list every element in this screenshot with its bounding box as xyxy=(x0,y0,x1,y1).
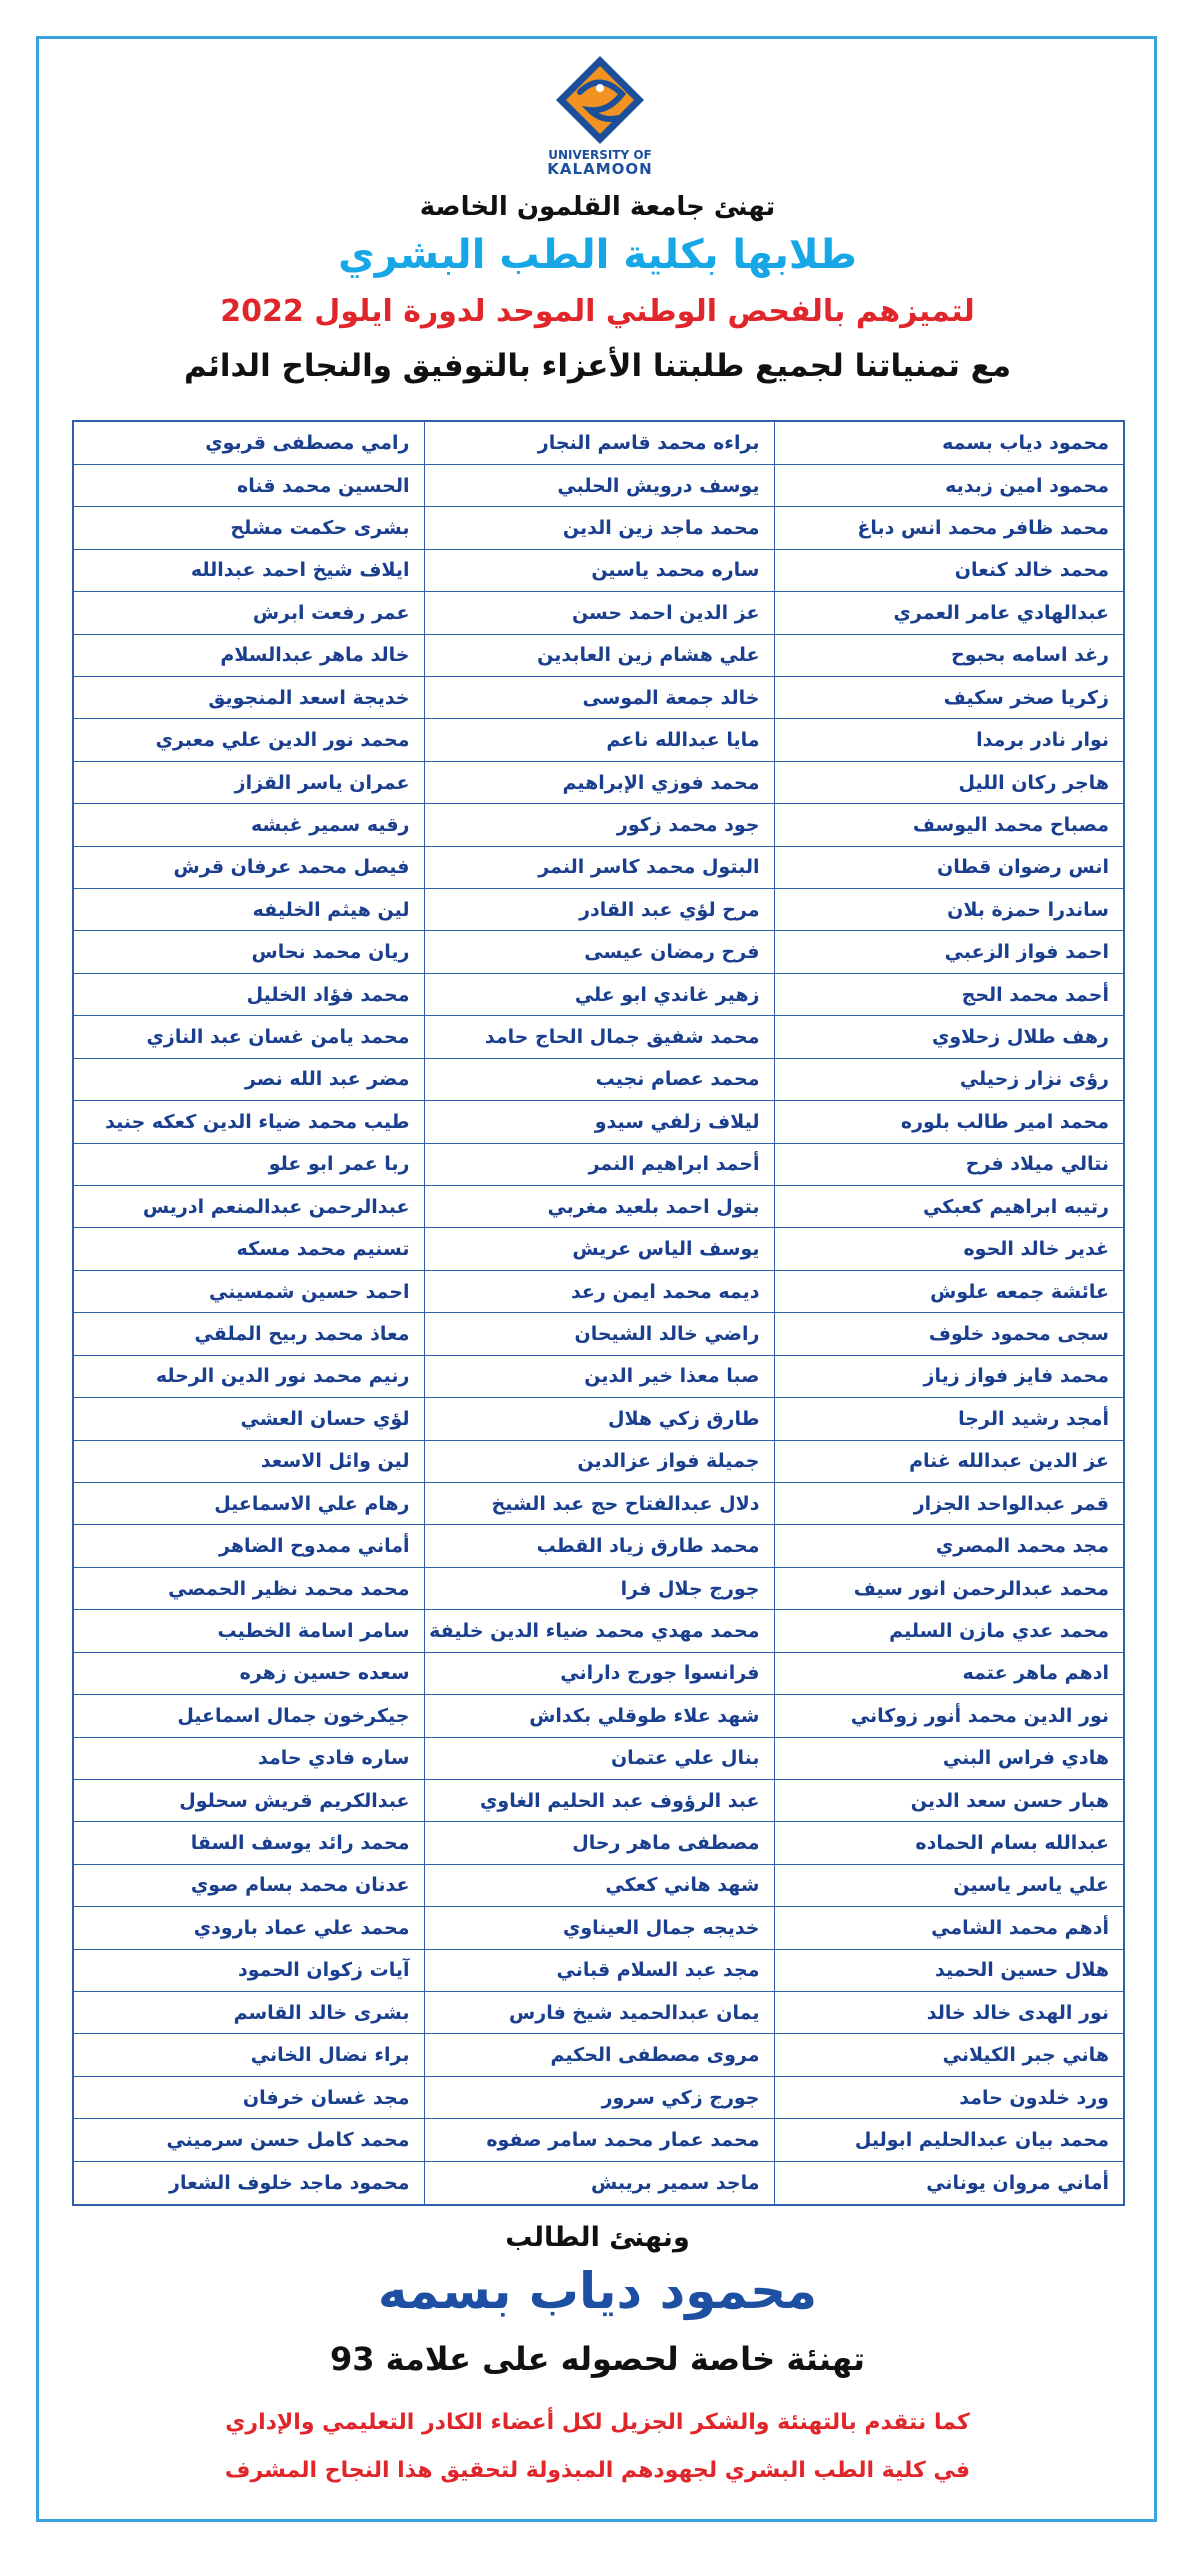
student-name-cell: محمد ظافر محمد انس دباغ xyxy=(774,507,1124,549)
student-name-cell: زكريا صخر سكيف xyxy=(774,676,1124,718)
footer-line1: ونهنئ الطالب xyxy=(505,2222,690,2253)
student-name-cell: تسنيم محمد مسكه xyxy=(73,1228,424,1270)
table-row xyxy=(73,1907,1124,1949)
student-name-cell: ورد خلدون حامد xyxy=(774,2076,1124,2118)
table-row xyxy=(73,1652,1124,1694)
table-row xyxy=(73,1398,1124,1440)
student-name-cell: ادهم ماهر عتمه xyxy=(774,1652,1124,1694)
student-name-cell: رنيم محمد نور الدين الرحله xyxy=(73,1355,424,1397)
student-name-cell: فيصل محمد عرفان قرش xyxy=(73,846,424,888)
table-row xyxy=(73,464,1124,506)
table-row xyxy=(73,676,1124,718)
student-name-cell: علي هشام زين العابدين xyxy=(424,634,774,676)
table-row xyxy=(73,2076,1124,2118)
table-row xyxy=(73,1101,1124,1143)
student-name-cell: هاني جبر الكيلاني xyxy=(774,2034,1124,2076)
student-name-cell: عمر رفعت ابرش xyxy=(73,592,424,634)
table-row xyxy=(73,889,1124,931)
student-name-cell: مجد عبد السلام قباني xyxy=(424,1949,774,1991)
table-row xyxy=(73,973,1124,1015)
student-name-cell: محمد عدي مازن السليم xyxy=(774,1610,1124,1652)
student-name-cell: علي ياسر ياسين xyxy=(774,1864,1124,1906)
student-name-cell: محمود امين زبديه xyxy=(774,464,1124,506)
student-name-cell: رؤى نزار زحيلي xyxy=(774,1058,1124,1100)
table-row xyxy=(73,1610,1124,1652)
student-name-cell: محمد مهدي محمد ضياء الدين خليفة xyxy=(424,1610,774,1652)
student-name-cell: عبدالكريم قريش سحلول xyxy=(73,1779,424,1821)
student-name-cell: معاذ محمد ربيح الملقي xyxy=(73,1313,424,1355)
student-name-cell: جورج جلال فرا xyxy=(424,1567,774,1609)
student-name-cell: محمد عمار محمد سامر صفوه xyxy=(424,2119,774,2161)
table-row xyxy=(73,1864,1124,1906)
student-name-cell: زهير غاندي ابو علي xyxy=(424,973,774,1015)
student-name-cell: مضر عبد الله نصر xyxy=(73,1058,424,1100)
student-name-cell: صبا معذا خير الدين xyxy=(424,1355,774,1397)
table-row xyxy=(73,2119,1124,2161)
table-row xyxy=(73,1058,1124,1100)
student-name-cell: سامر اسامة الخطيب xyxy=(73,1610,424,1652)
student-name-cell: لين وائل الاسعد xyxy=(73,1440,424,1482)
student-name-cell: لؤي حسان العشي xyxy=(73,1398,424,1440)
table-row xyxy=(73,719,1124,761)
student-name-cell: أماني مروان يوناني xyxy=(774,2161,1124,2205)
student-name-cell: محمود دياب بسمه xyxy=(774,421,1124,464)
student-name-cell: محمود ماجد خلوف الشعار xyxy=(73,2161,424,2205)
student-name-cell: ديمه محمد ايمن رعد xyxy=(424,1270,774,1312)
featured-student-name: محمود دياب بسمه xyxy=(377,2262,818,2320)
student-name-cell: شهد هاني كعكي xyxy=(424,1864,774,1906)
student-name-cell: ساره محمد ياسين xyxy=(424,549,774,591)
student-name-cell: أدهم محمد الشامي xyxy=(774,1907,1124,1949)
header-title: طلابها بكلية الطب البشري xyxy=(338,232,857,278)
student-name-cell: الحسين محمد قناه xyxy=(73,464,424,506)
table-row xyxy=(73,2034,1124,2076)
student-name-cell: براء نضال الخاني xyxy=(73,2034,424,2076)
student-name-cell: البتول محمد كاسر النمر xyxy=(424,846,774,888)
student-name-cell: رهام علي الاسماعيل xyxy=(73,1482,424,1524)
logo-caption-line1: UNIVERSITY OF xyxy=(548,148,652,162)
student-name-cell: محمد فؤاد الخليل xyxy=(73,973,424,1015)
table-row xyxy=(73,1567,1124,1609)
student-name-cell: نوار نادر برمدا xyxy=(774,719,1124,761)
student-name-cell: بتول احمد بلعيد مغربي xyxy=(424,1186,774,1228)
student-name-cell: عبدالله بسام الحماده xyxy=(774,1822,1124,1864)
student-name-cell: احمد حسين شمسيني xyxy=(73,1270,424,1312)
student-name-cell: سجى محمود خلوف xyxy=(774,1313,1124,1355)
student-name-cell: محمد عبدالرحمن انور سيف xyxy=(774,1567,1124,1609)
table-row xyxy=(73,1016,1124,1058)
student-name-cell: عز الدين احمد حسن xyxy=(424,592,774,634)
student-name-cell: مصباح محمد اليوسف xyxy=(774,804,1124,846)
student-name-cell: فرانسوا جورج داراني xyxy=(424,1652,774,1694)
student-name-cell: شهد علاء طوقلي بكداش xyxy=(424,1695,774,1737)
student-name-cell: جميلة فواز عزالدين xyxy=(424,1440,774,1482)
table-row xyxy=(73,1270,1124,1312)
student-name-cell: عائشة جمعه علوش xyxy=(774,1270,1124,1312)
student-name-cell: مايا عبدالله ناعم xyxy=(424,719,774,761)
student-name-cell: عمران ياسر القزاز xyxy=(73,761,424,803)
table-row xyxy=(73,1143,1124,1185)
student-name-cell: يمان عبدالحميد شيخ فارس xyxy=(424,1992,774,2034)
student-name-cell: عز الدين عبدالله غنام xyxy=(774,1440,1124,1482)
thanks-line2: في كلية الطب البشري لجهودهم المبذولة لتحقيق هذا النجاح المشرف xyxy=(224,2458,971,2483)
student-name-cell: خديجه جمال العيناوي xyxy=(424,1907,774,1949)
student-name-cell: يوسف الياس عريش xyxy=(424,1228,774,1270)
student-name-cell: فرح رمضان عيسى xyxy=(424,931,774,973)
table-row xyxy=(73,1779,1124,1821)
student-name-cell: محمد يامن غسان عبد النازي xyxy=(73,1016,424,1058)
header-wishes: مع تمنياتنا لجميع طلبتنا الأعزاء بالتوفيق والنجاح الدائم xyxy=(183,348,1012,384)
student-name-cell: ليلاف زلفي سيدو xyxy=(424,1101,774,1143)
student-name-cell: بنال علي عتمان xyxy=(424,1737,774,1779)
student-name-cell: محمد خالد كنعان xyxy=(774,549,1124,591)
student-name-cell: خالد جمعة الموسى xyxy=(424,676,774,718)
student-name-cell: مجد محمد المصري xyxy=(774,1525,1124,1567)
student-name-cell: عدنان محمد بسام صوي xyxy=(73,1864,424,1906)
student-name-cell: جود محمد زكور xyxy=(424,804,774,846)
student-name-cell: محمد كامل حسن سرميني xyxy=(73,2119,424,2161)
student-name-cell: جيكرخون جمال اسماعيل xyxy=(73,1695,424,1737)
student-name-cell: بشرى خالد القاسم xyxy=(73,1992,424,2034)
table-row xyxy=(73,634,1124,676)
student-name-cell: جورج زكي سرور xyxy=(424,2076,774,2118)
table-row xyxy=(73,804,1124,846)
student-name-cell: آيات زكوان الحمود xyxy=(73,1949,424,1991)
student-name-cell: محمد فايز فواز زياز xyxy=(774,1355,1124,1397)
student-name-cell: محمد عصام نجيب xyxy=(424,1058,774,1100)
table-row xyxy=(73,1525,1124,1567)
student-name-cell: راضي خالد الشيحان xyxy=(424,1313,774,1355)
student-name-cell: محمد ماجد زين الدين xyxy=(424,507,774,549)
student-name-cell: دلال عبدالفتاح حج عبد الشيخ xyxy=(424,1482,774,1524)
table-row xyxy=(73,2161,1124,2205)
student-name-cell: ربا عمر ابو علو xyxy=(73,1143,424,1185)
table-row xyxy=(73,507,1124,549)
table-row xyxy=(73,1228,1124,1270)
table-row xyxy=(73,1695,1124,1737)
student-name-cell: أمجد رشيد الرجا xyxy=(774,1398,1124,1440)
table-row xyxy=(73,761,1124,803)
student-name-cell: رامي مصطفى قربوي xyxy=(73,421,424,464)
student-name-cell: رهف طلال زحلاوي xyxy=(774,1016,1124,1058)
student-name-cell: هادي فراس البني xyxy=(774,1737,1124,1779)
student-name-cell: مروى مصطفى الحكيم xyxy=(424,2034,774,2076)
student-name-cell: ايلاف شيخ احمد عبدالله xyxy=(73,549,424,591)
student-name-cell: نتالي ميلاد فرح xyxy=(774,1143,1124,1185)
student-name-cell: نور الدين محمد أنور زوكاني xyxy=(774,1695,1124,1737)
student-name-cell: احمد فواز الزعبي xyxy=(774,931,1124,973)
student-name-cell: محمد علي عماد بارودي xyxy=(73,1907,424,1949)
table-row xyxy=(73,1822,1124,1864)
student-name-cell: عبدالهادي عامر العمري xyxy=(774,592,1124,634)
student-name-cell: طيب محمد ضياء الدين كعكه جنيد xyxy=(73,1101,424,1143)
table-row xyxy=(73,549,1124,591)
student-name-cell: سعده حسين زهره xyxy=(73,1652,424,1694)
logo-caption xyxy=(530,148,670,176)
table-row xyxy=(73,931,1124,973)
student-name-cell: مصطفى ماهر رحال xyxy=(424,1822,774,1864)
table-row xyxy=(73,846,1124,888)
student-name-cell: ريان محمد نحاس xyxy=(73,931,424,973)
student-name-cell: محمد نور الدين علي معبري xyxy=(73,719,424,761)
student-name-cell: مجد غسان خرفان xyxy=(73,2076,424,2118)
header-line1: تهنئ جامعة القلمون الخاصة xyxy=(419,192,776,222)
student-name-cell: رتيبه ابراهيم كعبكي xyxy=(774,1186,1124,1228)
student-name-cell: طارق زكي هلال xyxy=(424,1398,774,1440)
student-name-cell: انس رضوان قطان xyxy=(774,846,1124,888)
table-row xyxy=(73,1440,1124,1482)
student-name-cell: بشرى حكمت مشلح xyxy=(73,507,424,549)
student-name-cell: أحمد ابراهيم النمر xyxy=(424,1143,774,1185)
student-name-cell: خالد ماهر عبدالسلام xyxy=(73,634,424,676)
student-name-cell: يوسف درويش الحلبي xyxy=(424,464,774,506)
thanks-line1: كما نتقدم بالتهنئة والشكر الجزيل لكل أعضاء الكادر التعليمي والإداري xyxy=(225,2410,970,2435)
student-name-cell: هبار حسن سعد الدين xyxy=(774,1779,1124,1821)
table-row xyxy=(73,592,1124,634)
students-table xyxy=(72,420,1125,2206)
student-name-cell: قمر عبدالواحد الجزار xyxy=(774,1482,1124,1524)
student-name-cell: محمد طارق زياد القطب xyxy=(424,1525,774,1567)
student-name-cell: نور الهدى خالد خالد xyxy=(774,1992,1124,2034)
student-name-cell: لين هيثم الخليفه xyxy=(73,889,424,931)
student-name-cell: رغد اسامه بحبوح xyxy=(774,634,1124,676)
student-name-cell: هلال حسين الحميد xyxy=(774,1949,1124,1991)
student-name-cell: ساره فادي حامد xyxy=(73,1737,424,1779)
table-row xyxy=(73,1355,1124,1397)
table-row xyxy=(73,1949,1124,1991)
student-name-cell: أحمد محمد الحج xyxy=(774,973,1124,1015)
student-name-cell: عبد الرؤوف عبد الحليم الغاوي xyxy=(424,1779,774,1821)
table-row xyxy=(73,1992,1124,2034)
logo-caption-line2: KALAMOON xyxy=(547,160,653,178)
student-name-cell: هاجر ركان الليل xyxy=(774,761,1124,803)
student-name-cell: محمد محمد نظير الحمصي xyxy=(73,1567,424,1609)
featured-student-note: تهنئة خاصة لحصوله على علامة 93 xyxy=(329,2340,866,2378)
student-name-cell: أماني ممدوح الضاهر xyxy=(73,1525,424,1567)
students-table-body xyxy=(73,421,1124,2205)
student-name-cell: عبدالرحمن عبدالمنعم ادريس xyxy=(73,1186,424,1228)
student-name-cell: مرح لؤي عبد القادر xyxy=(424,889,774,931)
student-name-cell: محمد امير طالب بلوره xyxy=(774,1101,1124,1143)
student-name-cell: محمد شفيق جمال الحاج حامد xyxy=(424,1016,774,1058)
student-name-cell: ساندرا حمزة بلان xyxy=(774,889,1124,931)
student-name-cell: خديجة اسعد المنجويق xyxy=(73,676,424,718)
header-subtitle: لتميزهم بالفحص الوطني الموحد لدورة ايلول 2022 xyxy=(220,294,975,329)
student-name-cell: محمد رائد يوسف السقا xyxy=(73,1822,424,1864)
table-row xyxy=(73,1482,1124,1524)
table-row xyxy=(73,1737,1124,1779)
table-row xyxy=(73,1186,1124,1228)
table-row xyxy=(73,1313,1124,1355)
table-row xyxy=(73,421,1124,464)
student-name-cell: رقيه سمير غبشه xyxy=(73,804,424,846)
student-name-cell: محمد بيان عبدالحليم ابوليل xyxy=(774,2119,1124,2161)
student-name-cell: غدير خالد الحوه xyxy=(774,1228,1124,1270)
student-name-cell: براءه محمد قاسم النجار xyxy=(424,421,774,464)
student-name-cell: محمد فوزي الإبراهيم xyxy=(424,761,774,803)
student-name-cell: ماجد سمير بريبش xyxy=(424,2161,774,2205)
